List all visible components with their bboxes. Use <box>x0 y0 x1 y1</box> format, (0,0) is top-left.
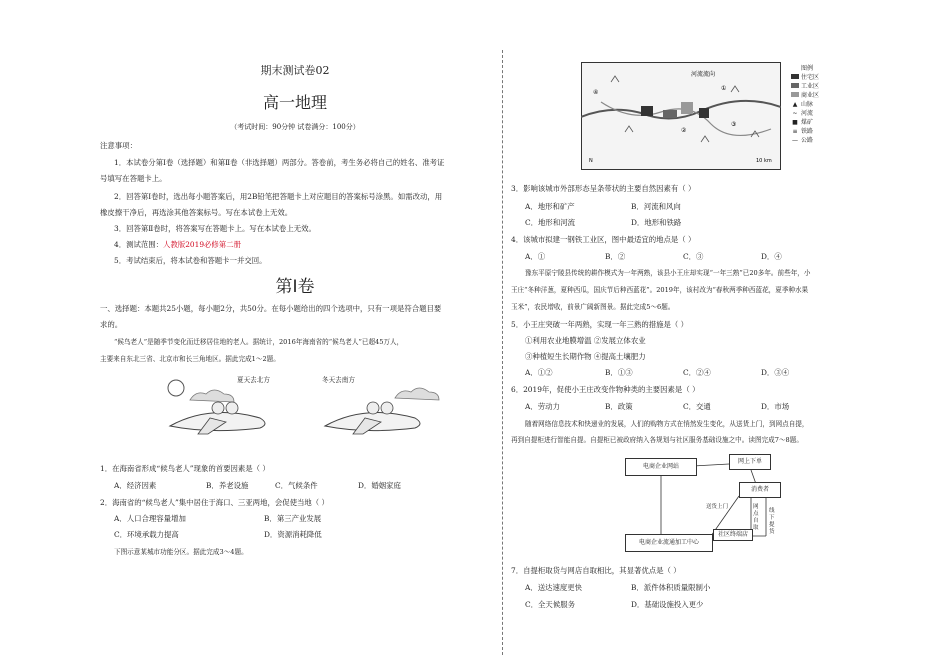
q7-option-c: C．全天候服务 <box>525 600 575 609</box>
q7-stem: 7．自提柜取货与网店自取相比，其显著优点是（ ） <box>511 566 681 575</box>
flow-node-consumer: 消费者 <box>739 482 781 498</box>
note-2a: 2．回答第Ⅰ卷时，选出每小题答案后，用2B铅笔把答题卡上对应题目的答案标号涂黑。如需改动，用 <box>114 192 443 201</box>
legend-item: 工业区 <box>791 82 861 91</box>
passage4-line1: 随着网络信息技术和快递业的发展，人们的购物方式在悄然发生变化，从送货上门，到网点自提， <box>525 420 809 428</box>
passage1-line2: 主要来自东北三省、北京市和长三角地区。据此完成1～2题。 <box>100 355 280 363</box>
flow-label-outlet-pickup: 网点自取 <box>753 504 759 531</box>
legend-item: ~ 河流 <box>792 110 814 117</box>
q1-stem: 1．在海南省形成“候鸟老人”现象的首要因素是（ ） <box>100 464 270 473</box>
q6-option-a: A．劳动力 <box>525 402 560 411</box>
note-4-scope: 人教版2019必修第二册 <box>163 240 241 249</box>
caption-winter-south: 冬天去南方 <box>322 376 355 384</box>
q3-option-b: B．河流和风向 <box>631 202 681 211</box>
passage3-line1: 豫东平原宁陵县传统的耕作模式为一年两熟，该县小王庄却实现“一年三熟”已20多年。前些年，小 <box>525 269 811 277</box>
q1-option-b: B．养老设施 <box>206 481 249 490</box>
flow-node-community-store: 社区终端店 <box>713 529 753 541</box>
map-legend <box>791 64 861 145</box>
q2-option-c: C．环境承载力提高 <box>114 530 179 539</box>
exam-info: （考试时间：90分钟 试卷满分：100分） <box>230 123 360 131</box>
passage3-line2: 王庄“冬种洋葱，夏种西瓜，国庆节后种西蓝花”。2019年，该村改为“春秋两季种西蓝花，夏季种水果 <box>511 286 809 294</box>
q4-option-b: B．② <box>605 252 626 261</box>
flow-label-offline-pickup: 线下提货 <box>769 508 775 535</box>
q3-option-a: A．地形和矿产 <box>525 202 575 211</box>
q2-option-d: D．资源消耗降低 <box>264 530 322 539</box>
q2-stem: 2．海南省的“候鸟老人”集中居住于海口、三亚两地，会促使当地（ ） <box>100 498 329 507</box>
q6-option-b: B．政策 <box>605 402 633 411</box>
q5-option-d: D．③④ <box>761 368 790 377</box>
q1-option-c: C．气候条件 <box>275 481 318 490</box>
subject-title: 高一地理 <box>262 93 327 112</box>
flow-node-processing-center: 电商企业流通加工中心 <box>625 534 713 552</box>
flow-node-online-order: 网上下单 <box>729 454 771 470</box>
legend-item: ≡ 铁路 <box>792 128 814 135</box>
passage2: 下图示意某城市功能分区。据此完成3～4题。 <box>114 548 248 556</box>
q6-option-d: D．市场 <box>761 402 790 411</box>
q6-stem: 6．2019年，促使小王庄改变作物种类的主要因素是（ ） <box>511 385 700 394</box>
q2-option-b: B．第三产业发展 <box>264 514 322 523</box>
note-1b: 号填写在答题卡上。 <box>100 174 167 183</box>
q5-stem: 5．小王庄突破一年两熟，实现一年三熟的措施是（ ） <box>511 320 689 329</box>
q6-option-c: C．交通 <box>683 402 711 411</box>
pickup-flow-diagram <box>621 454 801 556</box>
q4-stem: 4．该城市拟建一钢铁工业区，图中最适宜的地点是（ ） <box>511 235 696 244</box>
section-intro-a: 一、选择题：本题共25小题，每小题2分，共50分。在每小题给出的四个选项中，只有一项是符合题目要 <box>100 304 442 313</box>
map-point-3: ③ <box>731 121 737 128</box>
q3-option-d: D．地形和铁路 <box>631 218 682 227</box>
flow-label-door-delivery: 送货上门 <box>706 504 729 510</box>
map-point-1: ① <box>721 85 727 92</box>
note-1a: 1．本试卷分第Ⅰ卷（选择题）和第Ⅱ卷（非选择题）两部分。答卷前，考生务必将自己的姓名、准考证 <box>114 158 445 167</box>
q3-stem: 3．影响该城市外部形态呈条带状的主要自然因素有（ ） <box>511 184 696 193</box>
passage3-line3: 玉米”，农民增收，前景广阔新图景。据此完成5～6题。 <box>511 303 675 311</box>
q5-statements-2: ③种植短生长期作物 ④提高土壤肥力 <box>525 352 646 361</box>
q5-option-b: B．①③ <box>605 368 633 377</box>
legend-item: — 公路 <box>792 137 814 144</box>
exam-title: 期末测试卷02 <box>260 64 330 77</box>
legend-item: 住宅区 <box>791 73 861 82</box>
map-scale: 10 km <box>756 158 772 164</box>
note-2b: 橡皮擦干净后，再选涂其他答案标号。写在本试卷上无效。 <box>100 208 293 217</box>
city-function-map <box>581 62 781 170</box>
legend-title: 图例 <box>801 65 814 72</box>
legend-item: 商业区 <box>791 91 861 100</box>
note-4-prefix: 4．测试范围： <box>114 240 164 249</box>
q3-option-c: C．地形和河流 <box>525 218 575 227</box>
section-title: 第Ⅰ卷 <box>275 277 315 297</box>
q5-statements-1: ①利用农业地膜增温 ②发展立体农业 <box>525 336 646 345</box>
note-5: 5．考试结束后，将本试卷和答题卡一并交回。 <box>114 256 267 265</box>
caption-summer-north: 夏天去北方 <box>237 376 270 384</box>
note-4 <box>114 238 241 252</box>
map-north: N <box>589 158 593 164</box>
q7-option-d: D．基础设施投入更少 <box>631 600 704 609</box>
map-point-2: ② <box>681 127 687 134</box>
section-intro-b: 求的。 <box>100 320 123 329</box>
q7-option-b: B．派件体积质量限制小 <box>631 583 711 592</box>
q1-option-a: A．经济因素 <box>114 481 157 490</box>
q5-option-c: C．②④ <box>683 368 711 377</box>
passage1-line1: “候鸟老人”是随季节变化而迁移居住地的老人。据统计，2016年海南省的“候鸟老人”已超45万人， <box>114 338 404 346</box>
column-divider <box>502 50 503 655</box>
q2-option-a: A．人口合理容量增加 <box>114 514 186 523</box>
q1-option-d: D．婚姻家庭 <box>358 481 401 490</box>
legend-item: ▲ 山脉 <box>792 101 814 108</box>
q5-option-a: A．①② <box>525 368 553 377</box>
q4-option-c: C．③ <box>683 252 704 261</box>
legend-item: ■ 煤矿 <box>792 119 814 126</box>
flow-node-website: 电商企业网站 <box>625 458 697 476</box>
passage4-line2: 再到自提柜进行智能自提。自提柜已被政府纳入各规划与社区服务基础设施之中。读图完成7～8题。 <box>511 436 803 444</box>
q7-option-a: A．送达速度更快 <box>525 583 583 592</box>
note-3: 3．回答第Ⅱ卷时，将答案写在答题卡上。写在本试卷上无效。 <box>114 224 316 233</box>
map-point-4: ④ <box>593 89 599 96</box>
q4-option-a: A．① <box>525 252 546 261</box>
river-flow-label: 河流流向 <box>691 71 716 78</box>
q4-option-d: D．④ <box>761 252 782 261</box>
notes-heading: 注意事项： <box>100 141 137 150</box>
